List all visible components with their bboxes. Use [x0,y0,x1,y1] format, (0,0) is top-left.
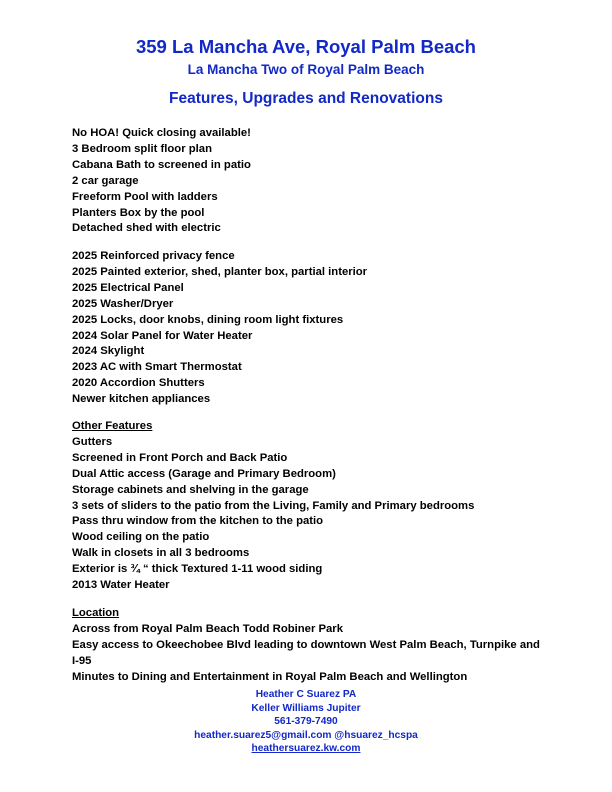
list-item: Screened in Front Porch and Back Patio [72,451,288,464]
list-item: 3 Bedroom split floor plan [72,142,212,155]
list-item: Minutes to Dining and Entertainment in Royal Palm Beach and Wellington [72,670,468,683]
list-item: 2025 Washer/Dryer [72,297,174,310]
list-item: 2025 Locks, door knobs, dining room light fixtures [72,313,344,326]
list-item: Easy access to Okeechobee Blvd leading to downtown West Palm Beach, Turnpike and I-95 [72,638,540,667]
list-item: 2025 Electrical Panel [72,281,184,294]
upgrades-list [72,249,542,408]
list-item: Across from Royal Palm Beach Todd Robiner Park [72,622,343,635]
property-address: 359 La Mancha Ave, Royal Palm Beach [135,36,476,57]
list-item: Newer kitchen appliances [72,393,211,406]
other-features-section [72,419,542,594]
list-item: 2024 Solar Panel for Water Heater [72,329,253,342]
agent-website-link[interactable]: heathersuarez.kw.com [251,743,361,755]
list-item: 2025 Painted exterior, shed, planter box, partial interior [72,265,368,278]
list-item: Gutters [72,435,113,448]
list-item: 2025 Reinforced privacy fence [72,250,235,262]
list-item: Planters Box by the pool [72,206,205,219]
agent-name: Heather C Suarez PA [255,689,357,700]
list-item: 2020 Accordion Shutters [72,377,205,390]
agent-phone: 561-379-7490 [274,716,338,728]
list-item: 3 sets of sliders to the patio from the Living, Family and Primary bedrooms [72,499,475,512]
list-item: 2013 Water Heater [72,579,170,592]
agent-contact [0,688,612,756]
list-item: 2023 AC with Smart Thermostat [72,361,242,374]
highlights-list [72,126,542,237]
list-item: Dual Attic access (Garage and Primary Bedroom) [72,467,336,480]
section-title: Features, Upgrades and Renovations [169,90,443,107]
list-item: Walk in closets in all 3 bedrooms [72,547,250,560]
other-features-heading: Other Features [72,420,153,432]
location-heading: Location [72,607,120,619]
agent-brokerage: Keller Williams Jupiter [251,702,361,714]
list-item: 2 car garage [72,174,139,187]
list-item: Exterior is ¾ “ thick Textured 1-11 wood siding [72,563,323,576]
list-item: Pass thru window from the kitchen to the patio [72,515,324,528]
list-item: Freeform Pool with ladders [72,190,218,203]
location-section [72,606,542,686]
list-item: Cabana Bath to screened in patio [72,158,251,171]
list-item: Wood ceiling on the patio [72,531,210,544]
agent-email-social: heather.suarez5@gmail.com @hsuarez_hcspa [194,729,418,741]
community-name: La Mancha Two of Royal Palm Beach [187,62,425,77]
list-item: Detached shed with electric [72,222,221,235]
list-item: No HOA! Quick closing available! [72,127,251,139]
list-item: 2024 Skylight [72,345,145,358]
list-item: Storage cabinets and shelving in the garage [72,483,309,496]
